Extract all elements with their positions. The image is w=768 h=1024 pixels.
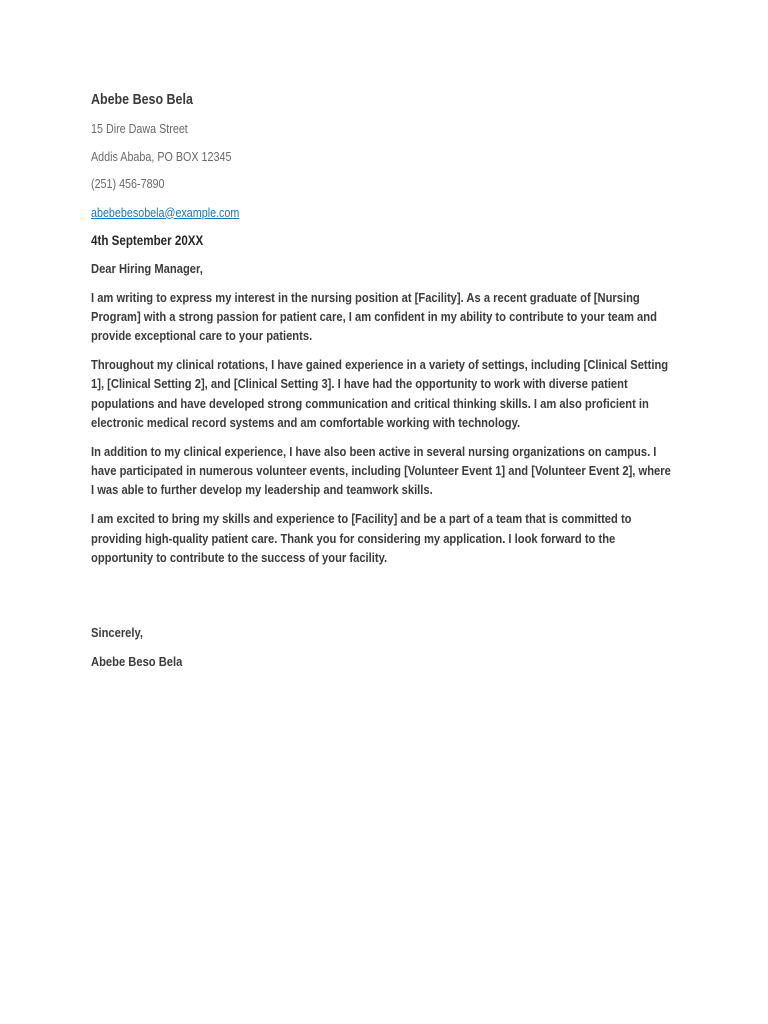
paragraph-closing-statement: I am excited to bring my skills and experience to [Facility] and be a part of a team that is committed to providing high-quality patient care. Thank you for considering my application. I look forward to the opportunity to contribute to the success of your facility. (91, 511, 632, 565)
paragraph-introduction: I am writing to express my interest in the nursing position at [Facility]. As a recent graduate of [Nursing Program] with a strong passion for patient care, I am confident in my ability to contribute to your team and provide exceptional care to your patients. (91, 289, 657, 344)
salutation: Dear Hiring Manager, (91, 261, 203, 276)
sender-phone: (251) 456-7890 (91, 177, 165, 191)
sender-email-link[interactable]: abebebesobela@example.com (91, 205, 240, 220)
sender-name: Abebe Beso Bela (91, 92, 193, 108)
sender-address-line-2: Addis Ababa, PO BOX 12345 (91, 149, 232, 164)
paragraph-organizations: In addition to my clinical experience, I have also been active in several nursing organizations on campus. I have participated in numerous volunteer events, including [Volunteer Event 1] and [Volunteer Event 2], where I was able to further develop my leadership and teamwork skills. (91, 443, 671, 498)
signature-name: Abebe Beso Bela (91, 653, 183, 669)
sender-email-line (91, 203, 677, 223)
cover-letter (91, 91, 677, 671)
sender-address-line-1: 15 Dire Dawa Street (91, 122, 188, 136)
letter-date: 4th September 20XX (91, 233, 204, 248)
paragraph-clinical-experience: Throughout my clinical rotations, I have gained experience in a variety of settings, including [Clinical Setting 1], [Clinical Setting 2], and [Clinical Setting 3]. I have had the opportunity to work with diverse patient populations and have developed strong communication and critical thinking skills. I am also proficient in electronic medical record systems and am comfortable working with technology. (91, 357, 669, 431)
closing-valediction: Sincerely, (91, 625, 144, 641)
